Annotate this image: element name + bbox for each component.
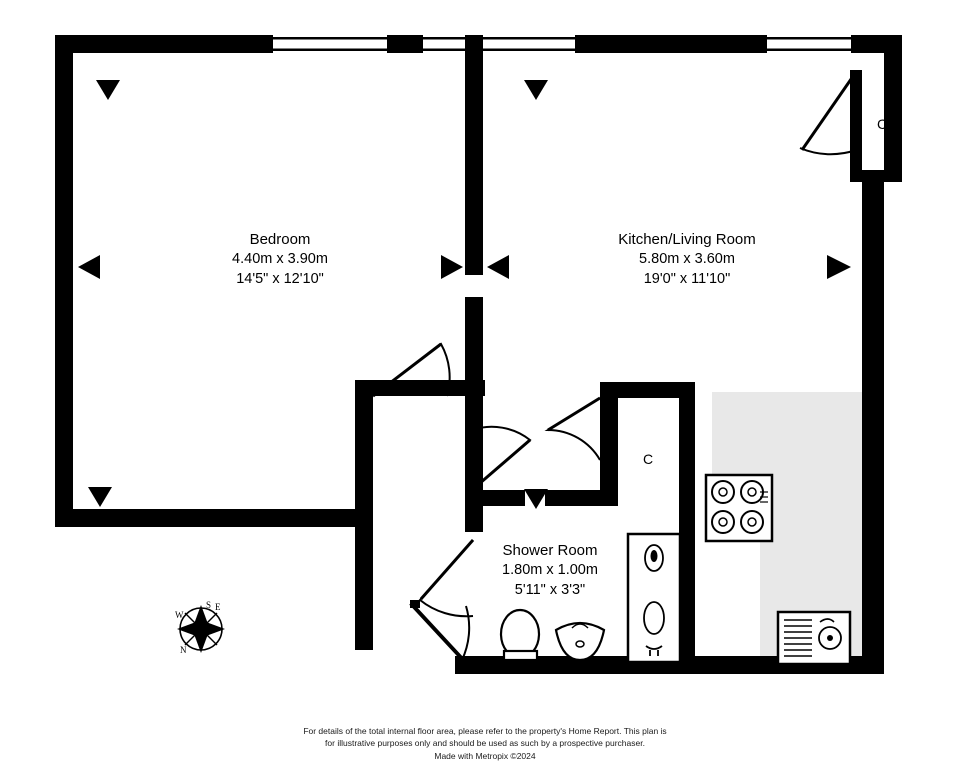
cupboard-label-hall: C	[643, 451, 654, 467]
room-name: Shower Room	[502, 542, 598, 559]
footer-line-2: for illustrative purposes only and should be used as such by a prospective purchaser.	[325, 738, 645, 749]
footer-line-1: For details of the total internal floor area, please refer to the property's Home Report. This plan is	[303, 726, 667, 736]
room-dimensions-metric: 5.80m x 3.60m	[639, 251, 735, 268]
hob-fixture	[706, 475, 772, 541]
room-dimensions-metric: 1.80m x 1.00m	[502, 562, 598, 579]
room-label-kitchen-living-room	[573, 230, 801, 289]
room-dimensions-imperial: 5'11" x 3'3"	[514, 581, 586, 598]
compass-south-label: S	[206, 600, 212, 610]
compass-west-label: W	[175, 610, 184, 620]
footer-line-3: Made with Metropix ©2024	[434, 750, 536, 761]
compass-north-label: N	[180, 645, 187, 655]
cupboard-label-kitchen: C	[877, 116, 888, 132]
room-dimensions-imperial: 14'5" x 12'10"	[236, 270, 324, 287]
room-name: Bedroom	[249, 231, 311, 248]
room-label-bedroom	[180, 230, 380, 289]
compass-east-label: E	[215, 602, 221, 612]
room-dimensions-metric: 4.40m x 3.90m	[232, 251, 328, 268]
footer-disclaimer	[0, 725, 970, 762]
room-name: Kitchen/Living Room	[618, 231, 756, 248]
sink-fixture	[778, 612, 850, 664]
room-dimensions-imperial: 19'0" x 11'10"	[643, 270, 731, 287]
room-label-shower-room	[450, 541, 650, 600]
